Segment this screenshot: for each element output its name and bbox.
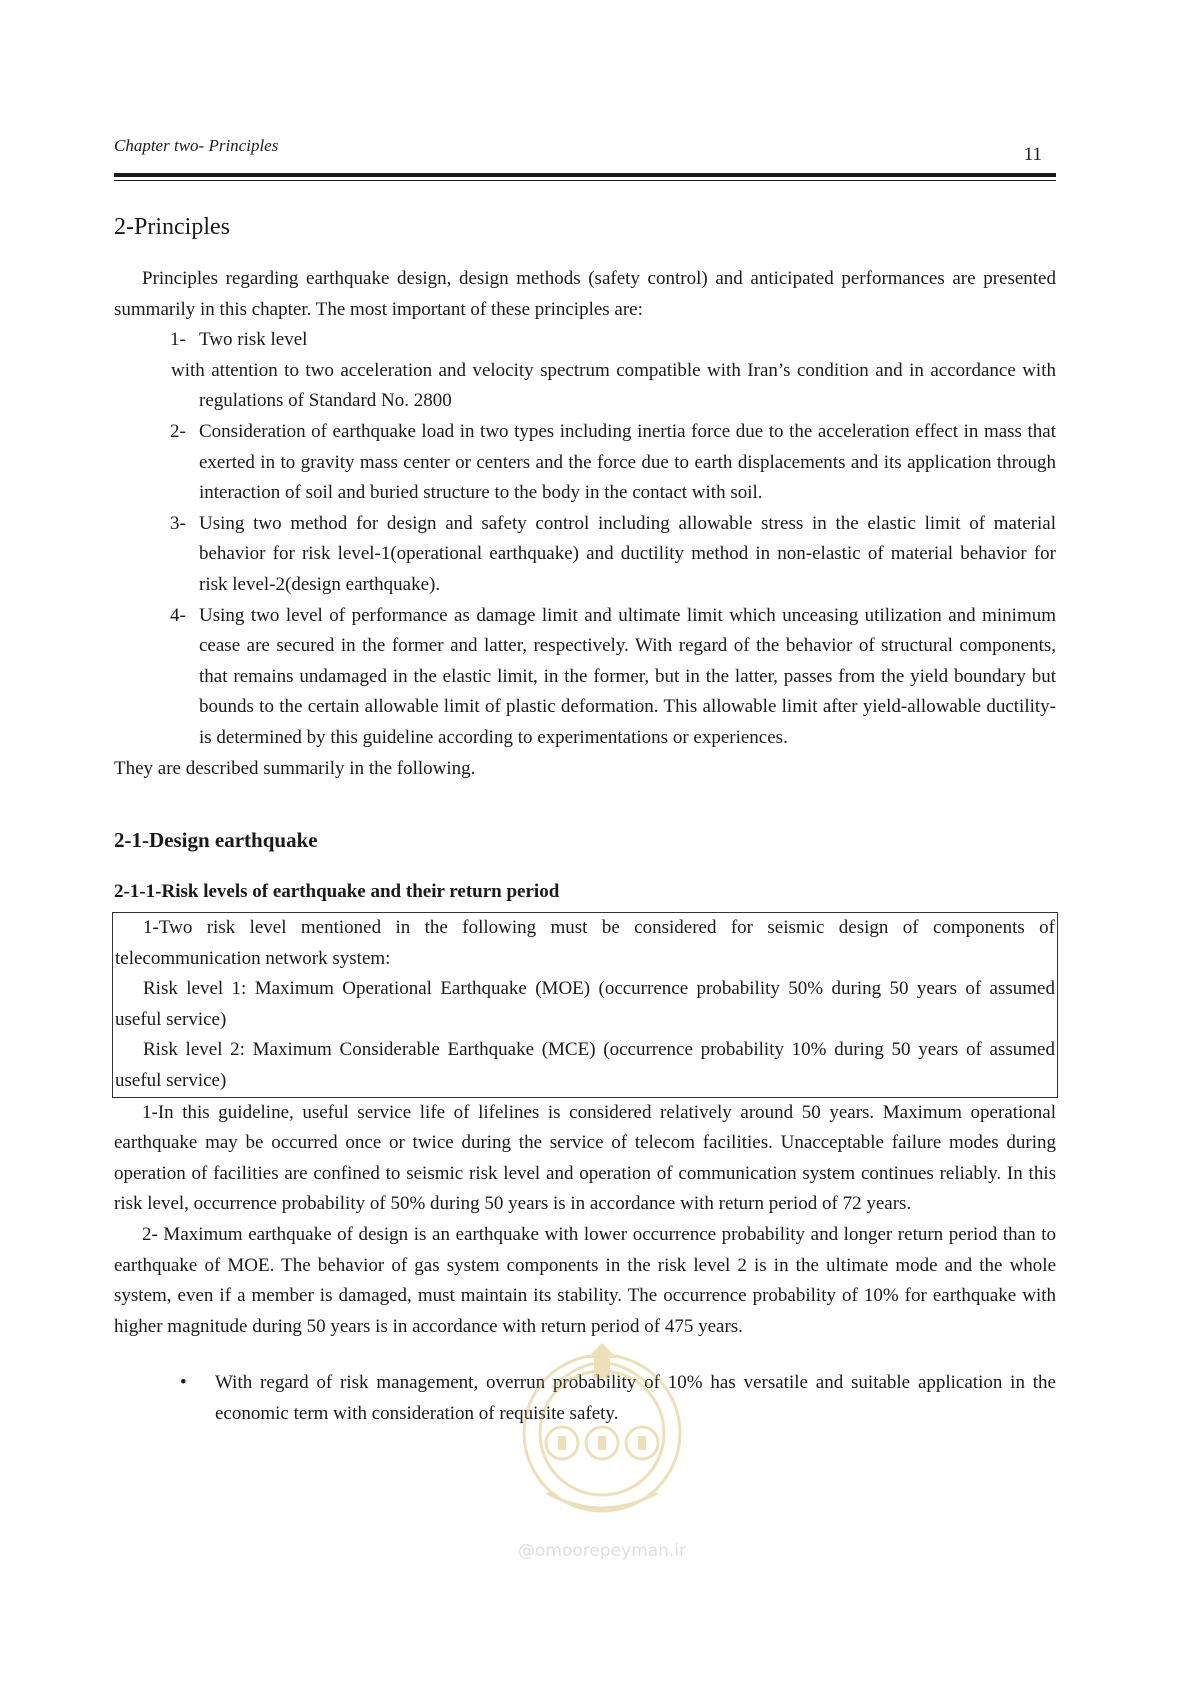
subsection-title: 2-1-Design earthquake bbox=[114, 828, 318, 853]
list-item-continuation: with attention to two acceleration and velocity spectrum compatible with Iran’s condition and in accordance with regulations of Standard No. 2800 bbox=[171, 359, 1056, 412]
boxed-requirement bbox=[112, 912, 1058, 1098]
body-paragraph: 2- Maximum earthquake of design is an earthquake with lower occurrence probability and longer return period than to earthquake of MOE. The behavior of gas system components in the risk level 2 is in the ultimate mode and the whole system, even if a member is damaged, must maintain its stability. The occurrence probability of 10% for earthquake with higher magnitude during 50 years is in accordance with return period of 475 years. bbox=[114, 1224, 1056, 1337]
box-paragraph: Risk level 2: Maximum Considerable Earthquake (MCE) (occurrence probability 10% during 50 years of assumed useful service) bbox=[115, 1039, 1055, 1092]
chapter-title: Chapter two- Principles bbox=[114, 136, 279, 155]
box-paragraph: 1-Two risk level mentioned in the following must be considered for seismic design of components of telecommunication network system: bbox=[115, 917, 1055, 969]
page-content bbox=[114, 210, 1056, 1430]
list-item-number: 1- bbox=[170, 329, 186, 351]
page-number: 11 bbox=[1023, 144, 1042, 165]
running-header bbox=[114, 136, 1056, 164]
list-item-text: Using two method for design and safety control including allowable stress in the elastic limit of material behavior for risk level-1(operational earthquake) and ductility method in non-elastic of material behavior for risk level-2(design earthquake). bbox=[199, 512, 1056, 595]
body-paragraph: 1-In this guideline, useful service life of lifelines is considered relatively around 50 years. Maximum operational earthquake may be occurred once or twice during the service of telecom facilities. Unacceptable failure modes during operation of facilities are confined to seismic risk level and operation of communication system continues reliably. In this risk level, occurrence probability of 50% during 50 years is in accordance with return period of 72 years. bbox=[114, 1101, 1056, 1215]
list-item-text: Two risk level bbox=[199, 329, 308, 351]
list-item-number: 3- bbox=[170, 512, 186, 534]
principles-list-continued bbox=[114, 417, 1056, 754]
box-paragraph: Risk level 1: Maximum Operational Earthquake (MOE) (occurrence probability 50% during 50 years of assumed useful service) bbox=[115, 978, 1055, 1030]
watermark-text: @omoorepeyman.ir bbox=[517, 1541, 687, 1561]
intro-paragraph: Principles regarding earthquake design, design methods (safety control) and anticipated performances are presented summarily in this chapter. The most important of these principles are: bbox=[114, 268, 1056, 320]
principles-list bbox=[114, 325, 1056, 356]
header-rule-thin bbox=[114, 180, 1056, 181]
list-item-text: Using two level of performance as damage limit and ultimate limit which unceasing utilization and minimum cease are secured in the former and latter, respectively. With regard of the behavior of structural components, that remains undamaged in the elastic limit, in the former, but in the latter, passes from the yield boundary but bounds to the certain allowable limit of plastic deformation. This allowable limit after yield-allowable ductility- is determined by this guideline according to experimentations or experiences. bbox=[199, 604, 1056, 748]
section-title: 2-Principles bbox=[114, 214, 230, 240]
list-item bbox=[114, 601, 1056, 754]
list-item-number: 2- bbox=[170, 420, 186, 442]
list-item bbox=[114, 417, 1056, 509]
list-item bbox=[114, 509, 1056, 601]
outro-paragraph: They are described summarily in the following. bbox=[114, 757, 476, 779]
list-item bbox=[114, 325, 1056, 356]
subsubsection-title: 2-1-1-Risk levels of earthquake and their return period bbox=[114, 881, 560, 903]
bullet-list bbox=[114, 1368, 1056, 1429]
list-item-number: 4- bbox=[170, 604, 186, 626]
bullet-text: With regard of risk management, overrun probability of 10% has versatile and suitable application in the economic term with consideration of requisite safety. bbox=[215, 1372, 1056, 1424]
header-rule-thick bbox=[114, 173, 1056, 177]
bullet-item bbox=[114, 1368, 1056, 1429]
bullet-icon: • bbox=[180, 1372, 187, 1394]
list-item-text: Consideration of earthquake load in two types including inertia force due to the acceleration effect in mass that exerted in to gravity mass center or centers and the force due to earth displacements and its application through interaction of soil and buried structure to the body in the contact with soil. bbox=[199, 420, 1056, 504]
